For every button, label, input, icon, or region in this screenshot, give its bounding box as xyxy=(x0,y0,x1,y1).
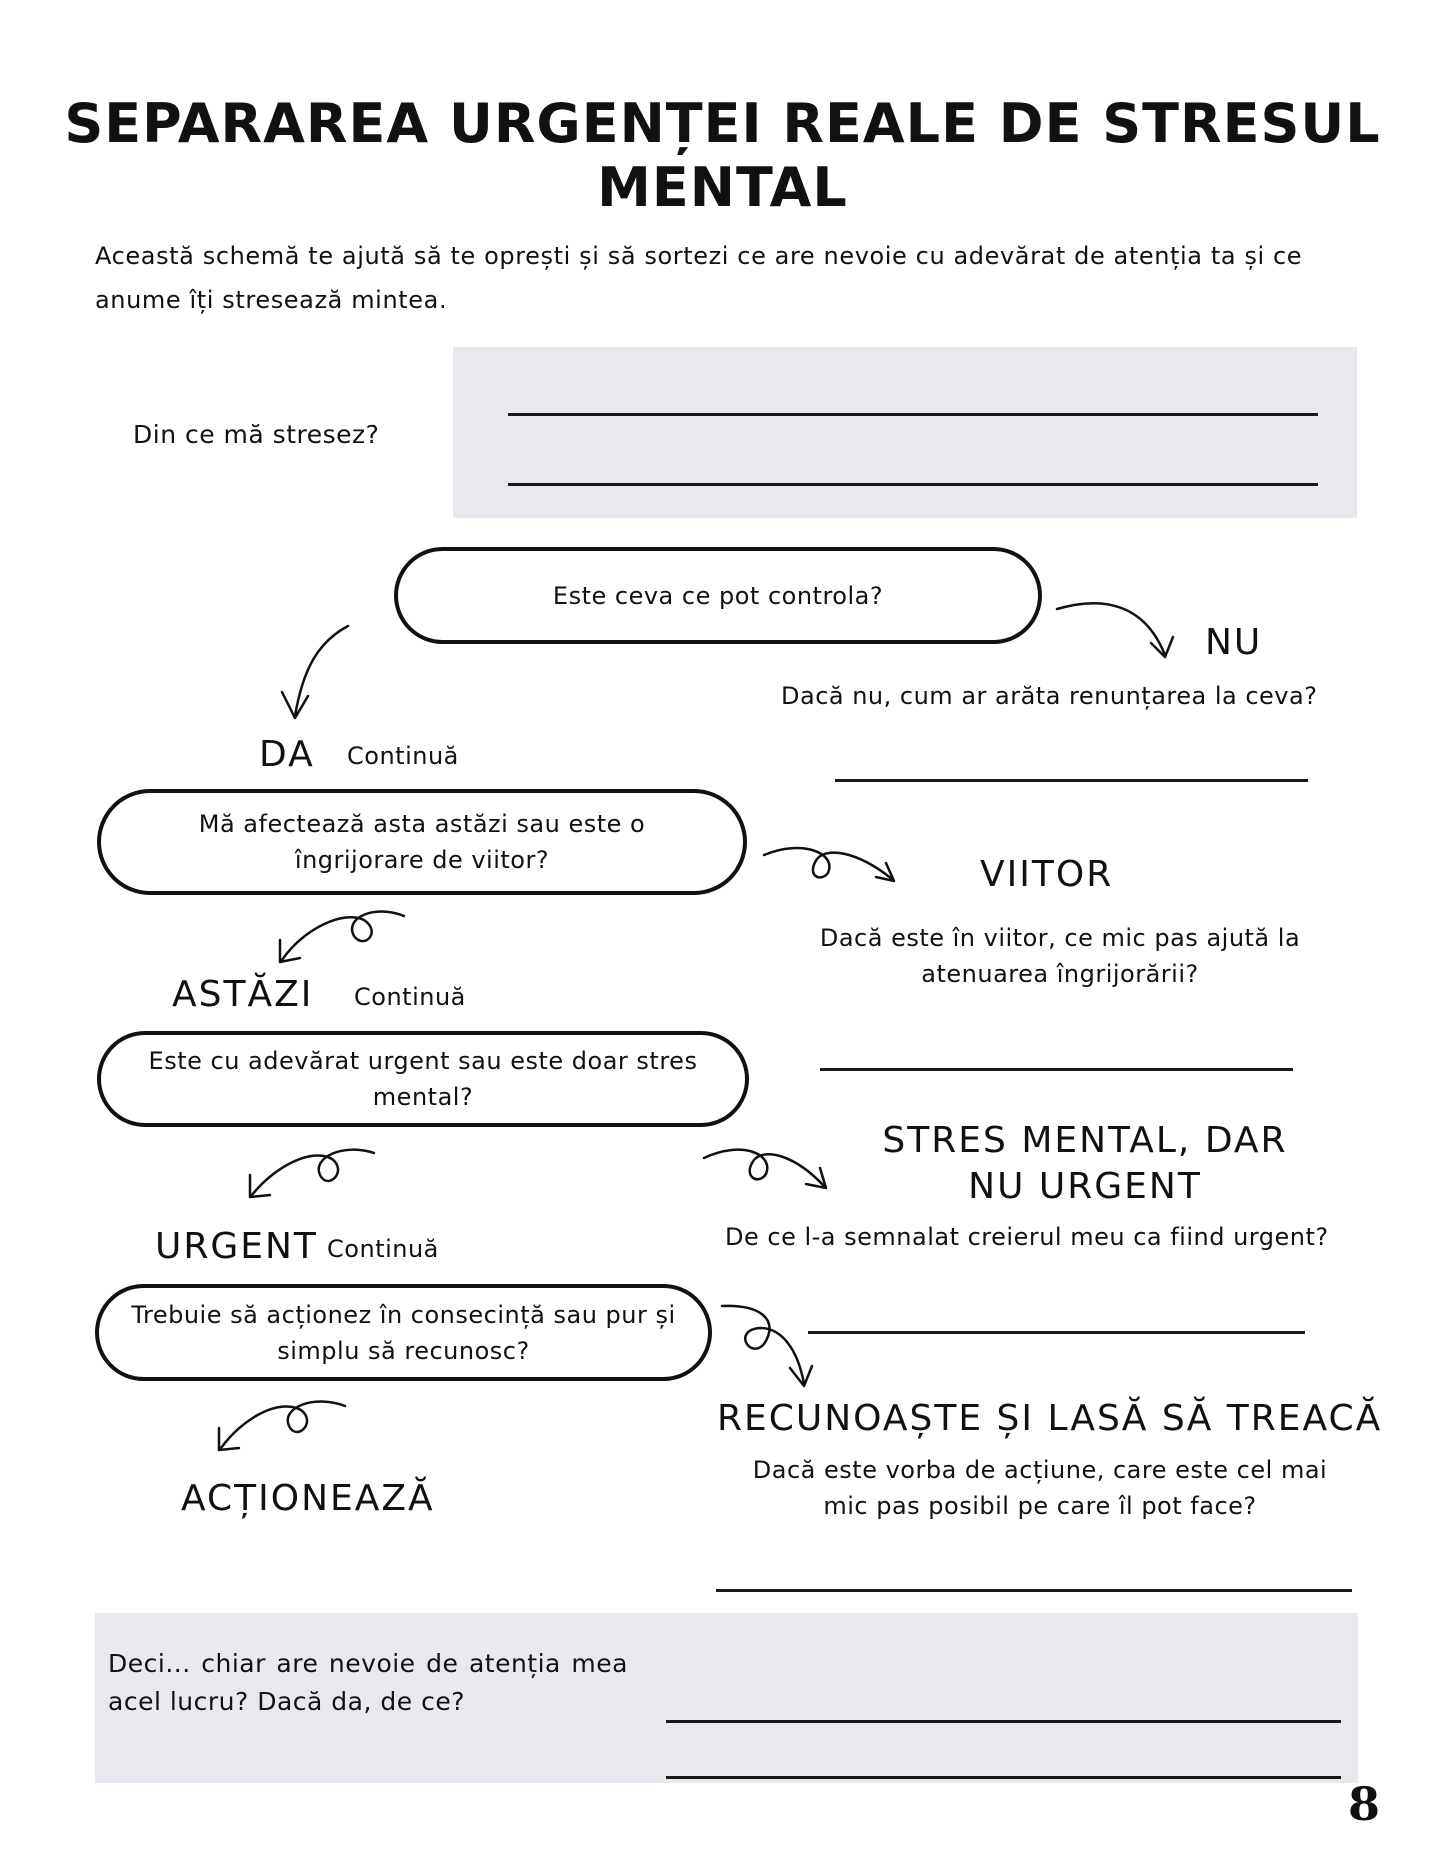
nu-label: NU xyxy=(1205,622,1263,663)
arrow-to-astazi-icon xyxy=(274,910,409,965)
actioneaza-label: ACȚIONEAZĂ xyxy=(181,1478,435,1519)
arrow-to-urgent-icon xyxy=(246,1149,381,1204)
nu-answer-line[interactable] xyxy=(835,779,1308,782)
arrow-to-stres-icon xyxy=(702,1146,832,1196)
top-answer-box xyxy=(453,347,1357,518)
top-answer-line-1[interactable] xyxy=(508,413,1318,416)
top-prompt: Din ce mă stresez? xyxy=(133,420,380,449)
arrow-to-nu-icon xyxy=(1055,595,1175,665)
viitor-label: VIITOR xyxy=(980,854,1114,895)
arrow-to-viitor-icon xyxy=(762,845,902,890)
page-title: SEPARAREA URGENȚEI REALE DE STRESUL MENTAL xyxy=(64,92,1381,219)
top-answer-line-2[interactable] xyxy=(508,483,1318,486)
viitor-answer-line[interactable] xyxy=(820,1068,1293,1071)
intro-text: Această schemă te ajută să te oprești și să sortezi ce are nevoie cu adevărat de atenția ta și ce anume îți stresează mintea. xyxy=(95,242,1303,314)
arrow-to-recunoaste-icon xyxy=(720,1300,815,1390)
da-continue: Continuă xyxy=(347,742,459,770)
question-control: Este ceva ce pot controla? xyxy=(394,547,1042,644)
stres-label: STRES MENTAL, DAR NU URGENT xyxy=(882,1120,1288,1207)
stres-answer-line[interactable] xyxy=(808,1331,1305,1334)
astazi-continue: Continuă xyxy=(354,983,466,1011)
bottom-prompt: Deci... chiar are nevoie de atenția mea acel lucru? Dacă da, de ce? xyxy=(108,1649,628,1716)
question-urgent-stress: Este cu adevărat urgent sau este doar stres mental? xyxy=(97,1031,749,1127)
arrow-to-actioneaza-icon xyxy=(215,1400,350,1455)
bottom-answer-line-1[interactable] xyxy=(666,1720,1341,1723)
nu-question: Dacă nu, cum ar arăta renunțarea la ceva? xyxy=(781,682,1318,710)
da-label: DA xyxy=(259,734,315,775)
page-number: 8 xyxy=(1347,1777,1380,1831)
recunoaste-answer-line[interactable] xyxy=(716,1589,1352,1592)
arrow-to-da-icon xyxy=(278,624,358,724)
urgent-continue: Continuă xyxy=(327,1235,439,1263)
recunoaste-question: Dacă este vorba de acțiune, care este cel mai mic pas posibil pe care îl pot face? xyxy=(752,1456,1328,1520)
recunoaste-label: RECUNOAȘTE ȘI LASĂ SĂ TREACĂ xyxy=(717,1398,1383,1439)
stres-question: De ce l-a semnalat creierul meu ca fiind urgent? xyxy=(725,1223,1329,1251)
bottom-answer-line-2[interactable] xyxy=(666,1776,1341,1779)
question-today-future: Mă afectează asta astăzi sau este o îngrijorare de viitor? xyxy=(97,789,747,895)
urgent-label: URGENT xyxy=(155,1226,318,1267)
viitor-question: Dacă este în viitor, ce mic pas ajută la atenuarea îngrijorării? xyxy=(819,924,1301,988)
astazi-label: ASTĂZI xyxy=(172,974,314,1015)
question-act-acknowledge: Trebuie să acționez în consecință sau pur și simplu să recunosc? xyxy=(95,1284,712,1381)
